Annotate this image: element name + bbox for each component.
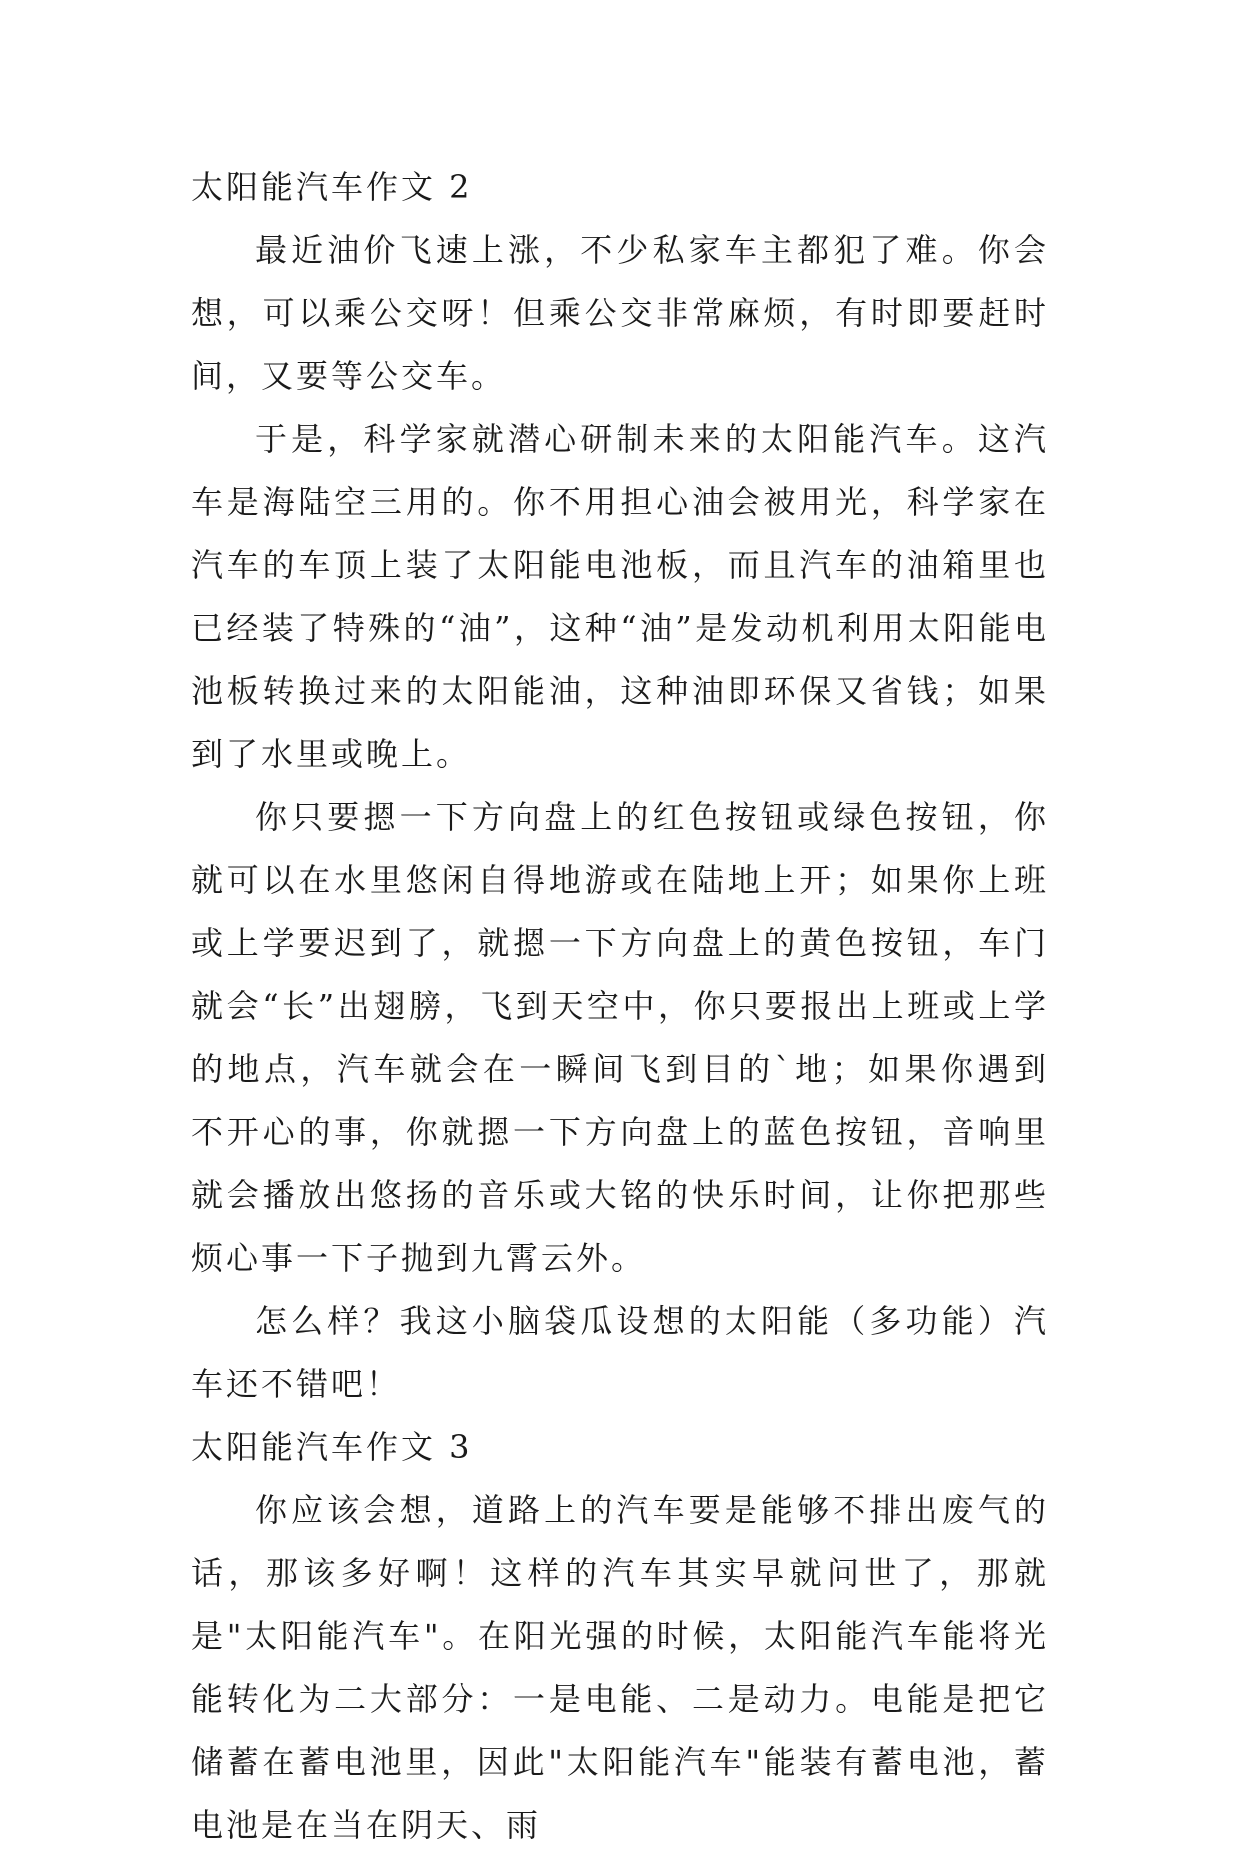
section-title-essay-3: 太阳能汽车作文 3 bbox=[191, 1428, 473, 1466]
paragraph: 于是，科学家就潜心研制未来的太阳能汽车。这汽车是海陆空三用的。你不用担心油会被用光，科学家在汽车的车顶上装了太阳能电池板，而且汽车的油箱里也已经装了特殊的“油”，这种“油”是发动机利用太阳能电池板转换过来的太阳能油，这种油即环保又省钱；如果到了水里或晚上。 bbox=[191, 420, 1049, 773]
document-body bbox=[191, 156, 1049, 1857]
paragraph: 最近油价飞速上涨，不少私家车主都犯了难。你会想，可以乘公交呀！但乘公交非常麻烦，有时即要赶时间，又要等公交车。 bbox=[191, 231, 1049, 395]
paragraph: 你应该会想，道路上的汽车要是能够不排出废气的话，那该多好啊！这样的汽车其实早就问世了，那就是"太阳能汽车"。在阳光强的时候，太阳能汽车能将光能转化为二大部分：一是电能、二是动力。电能是把它储蓄在蓄电池里，因此"太阳能汽车"能装有蓄电池，蓄电池是在当在阴天、雨 bbox=[191, 1491, 1049, 1844]
paragraph: 你只要摁一下方向盘上的红色按钮或绿色按钮，你就可以在水里悠闲自得地游或在陆地上开；如果你上班或上学要迟到了，就摁一下方向盘上的黄色按钮，车门就会“长”出翅膀，飞到天空中，你只要报出上班或上学的地点，汽车就会在一瞬间飞到目的`地；如果你遇到不开心的事，你就摁一下方向盘上的蓝色按钮，音响里就会播放出悠扬的音乐或大铭的快乐时间，让你把那些烦心事一下子抛到九霄云外。 bbox=[191, 798, 1049, 1277]
paragraph: 怎么样？我这小脑袋瓜设想的太阳能（多功能）汽车还不错吧！ bbox=[191, 1302, 1049, 1403]
section-title-essay-2: 太阳能汽车作文 2 bbox=[191, 168, 473, 206]
